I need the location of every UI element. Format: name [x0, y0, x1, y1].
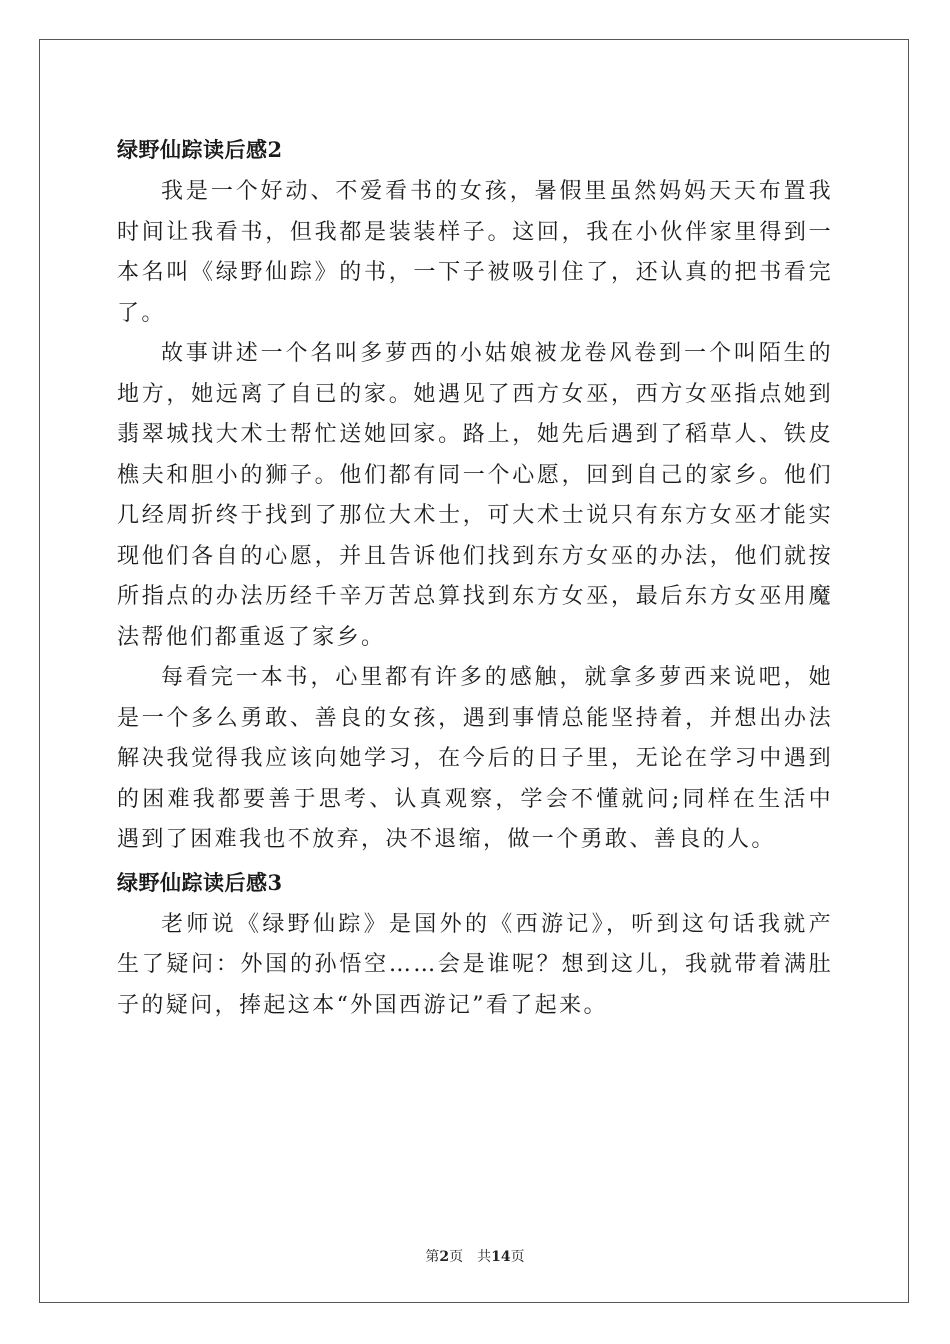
paragraph: 每看完一本书，心里都有许多的感触，就拿多萝西来说吧，她是一个多么勇敢、善良的女孩，遇到事情总能坚持着，并想出办法解决我觉得我应该向她学习，在今后的日子里，无论在学习中遇到的困难我都要善于思考、认真观察，学会不懂就问;同样在生活中遇到了困难我也不放弃，决不退缩，做一个勇敢、善良的人。 [117, 665, 833, 852]
total-prefix: 共 [477, 1249, 492, 1265]
section-review-2 [117, 128, 833, 861]
paragraph: 故事讲述一个名叫多萝西的小姑娘被龙卷风卷到一个叫陌生的地方，她远离了自已的家。她遇见了西方女巫，西方女巫指点她到翡翠城找大术士帮忙送她回家。路上，她先后遇到了稻草人、铁皮樵夫和胆小的狮子。他们都有同一个心愿，回到自己的家乡。他们几经周折终于找到了那位大术士，可大术士说只有东方女巫才能实现他们各自的心愿，并且告诉他们找到东方女巫的办法，他们就按所指点的办法历经千辛万苦总算找到东方女巫，最后东方女巫用魔法帮他们都重返了家乡。 [117, 341, 833, 650]
page-footer [0, 1248, 950, 1266]
section-heading: 绿野仙踪读后感2 [117, 137, 283, 162]
section-heading: 绿野仙踪读后感3 [117, 869, 283, 895]
total-pages: 14 [491, 1249, 511, 1265]
page-number: 2 [439, 1249, 450, 1265]
paragraph: 老师说《绿野仙踪》是国外的《西游记》，听到这句话我就产生了疑问：外国的孙悟空……会是谁呢？想到这儿，我就带着满肚子的疑问，捧起这本“外国西游记”看了起来。 [117, 911, 833, 1018]
section-review-3 [117, 861, 833, 1027]
total-suffix: 页 [510, 1249, 525, 1265]
page-prefix: 第 [425, 1249, 440, 1265]
paragraph: 我是一个好动、不爱看书的女孩，暑假里虽然妈妈天天布置我时间让我看书，但我都是装装样子。这回，我在小伙伴家里得到一本名叫《绿野仙踪》的书，一下子被吸引住了，还认真的把书看完了。 [117, 179, 833, 326]
page-suffix: 页 [449, 1249, 464, 1265]
document-body [117, 128, 833, 1026]
